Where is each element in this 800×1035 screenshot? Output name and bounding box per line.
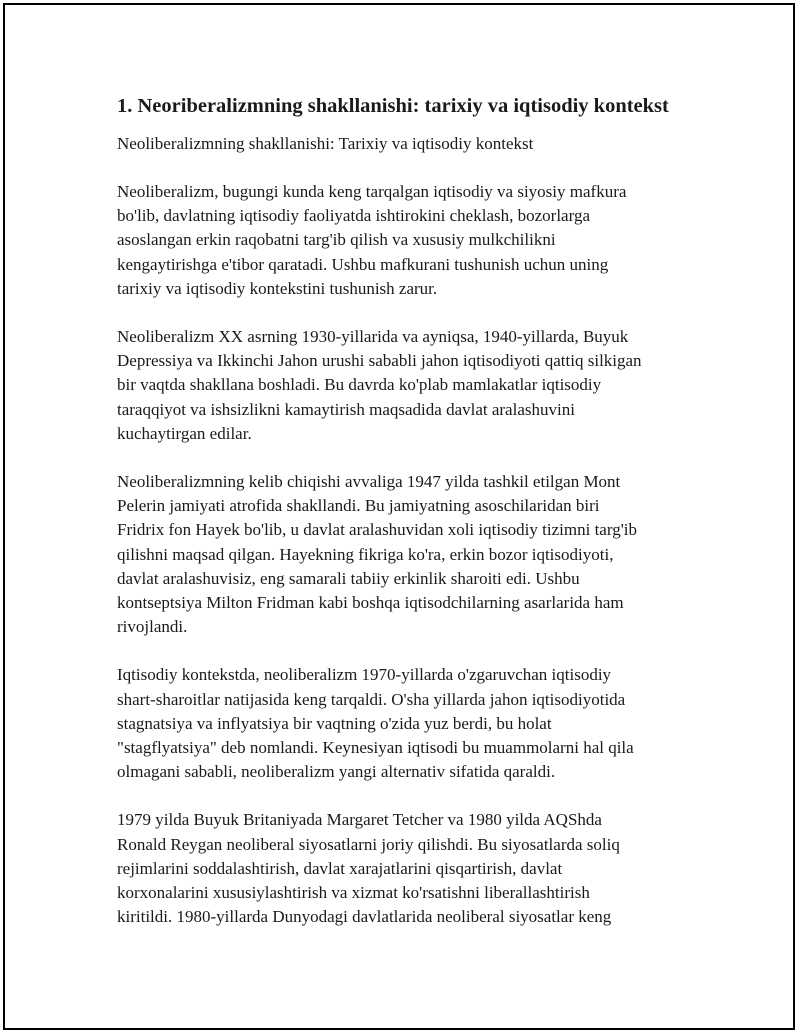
paragraph-line: Neoliberalizmning kelib chiqishi avvaliga 1947 yilda tashkil etilgan Mont — [117, 472, 621, 492]
paragraph-line: davlat aralashuvisiz, eng samarali tabiiy erkinlik sharoiti edi. Ushbu — [117, 568, 580, 588]
document-subtitle: Neoliberalizmning shakllanishi: Tarixiy va iqtisodiy kontekst — [117, 134, 534, 153]
paragraph-line: Ronald Reygan neoliberal siyosatlarni joriy qilishdi. Bu siyosatlarda soliq — [117, 834, 620, 854]
paragraph-line: qilishni maqsad qilgan. Hayekning fikriga ko'ra, erkin bozor iqtisodiyoti, — [117, 544, 614, 564]
paragraph-list — [117, 180, 707, 929]
paragraph-line: asoslangan erkin raqobatni targ'ib qilish va xususiy mulkchilikni — [117, 230, 556, 250]
paragraph — [117, 180, 707, 301]
document-body — [117, 92, 707, 953]
paragraph-line: rivojlandi. — [117, 617, 188, 637]
paragraph-line: Neoliberalizm XX asrning 1930-yillarida va ayniqsa, 1940-yillarda, Buyuk — [117, 327, 629, 347]
paragraph-line: kiritildi. 1980-yillarda Dunyodagi davlatlarida neoliberal siyosatlar keng — [117, 907, 612, 927]
paragraph-line: kontseptsiya Milton Fridman kabi boshqa iqtisodchilarning asarlarida ham — [117, 593, 624, 613]
paragraph-line: Pelerin jamiyati atrofida shakllandi. Bu jamiyatning asoschilaridan biri — [117, 496, 600, 516]
paragraph — [117, 470, 707, 639]
paragraph-line: Fridrix fon Hayek bo'lib, u davlat aralashuvidan xoli iqtisodiy tizimni targ'ib — [117, 520, 637, 540]
paragraph-line: Iqtisodiy kontekstda, neoliberalizm 1970-yillarda o'zgaruvchan iqtisodiy — [117, 665, 612, 685]
paragraph — [117, 325, 707, 446]
paragraph — [117, 808, 707, 929]
paragraph-line: 1979 yilda Buyuk Britaniyada Margaret Tetcher va 1980 yilda AQShda — [117, 810, 602, 830]
paragraph-line: taraqqiyot va ishsizlikni kamaytirish maqsadida davlat aralashuvini — [117, 399, 575, 419]
paragraph-line: tarixiy va iqtisodiy kontekstini tushunish zarur. — [117, 278, 438, 298]
paragraph-line: bo'lib, davlatning iqtisodiy faoliyatda ishtirokini cheklash, bozorlarga — [117, 206, 590, 226]
paragraph-line: kuchaytirgan edilar. — [117, 423, 252, 443]
paragraph — [117, 663, 707, 784]
paragraph-line: stagnatsiya va inflyatsiya bir vaqtning o'zida yuz berdi, bu holat — [117, 713, 552, 733]
paragraph-line: bir vaqtda shakllana boshladi. Bu davrda ko'plab mamlakatlar iqtisodiy — [117, 375, 602, 395]
paragraph-line: Depressiya va Ikkinchi Jahon urushi sababli jahon iqtisodiyoti qattiq silkigan — [117, 351, 642, 371]
paragraph-line: korxonalarini xususiylashtirish va xizmat ko'rsatishni liberallashtirish — [117, 883, 590, 903]
paragraph-line: Neoliberalizm, bugungi kunda keng tarqalgan iqtisodiy va siyosiy mafkura — [117, 182, 627, 201]
paragraph-line: olmagani sababli, neoliberalizm yangi alternativ sifatida qaraldi. — [117, 762, 556, 782]
paragraph-line: rejimlarini soddalashtirish, davlat xarajatlarini qisqartirish, davlat — [117, 858, 563, 878]
paragraph-line: kengaytirishga e'tibor qaratadi. Ushbu mafkurani tushunish uchun uning — [117, 254, 609, 274]
paragraph-line: shart-sharoitlar natijasida keng tarqaldi. O'sha yillarda jahon iqtisodiyotida — [117, 689, 626, 709]
paragraph-line: "stagflyatsiya" deb nomlandi. Keynesiyan iqtisodi bu muammolarni hal qila — [117, 738, 634, 758]
page-title: 1. Neoriberalizmning shakllanishi: tarixiy va iqtisodiy kontekst — [117, 95, 669, 117]
